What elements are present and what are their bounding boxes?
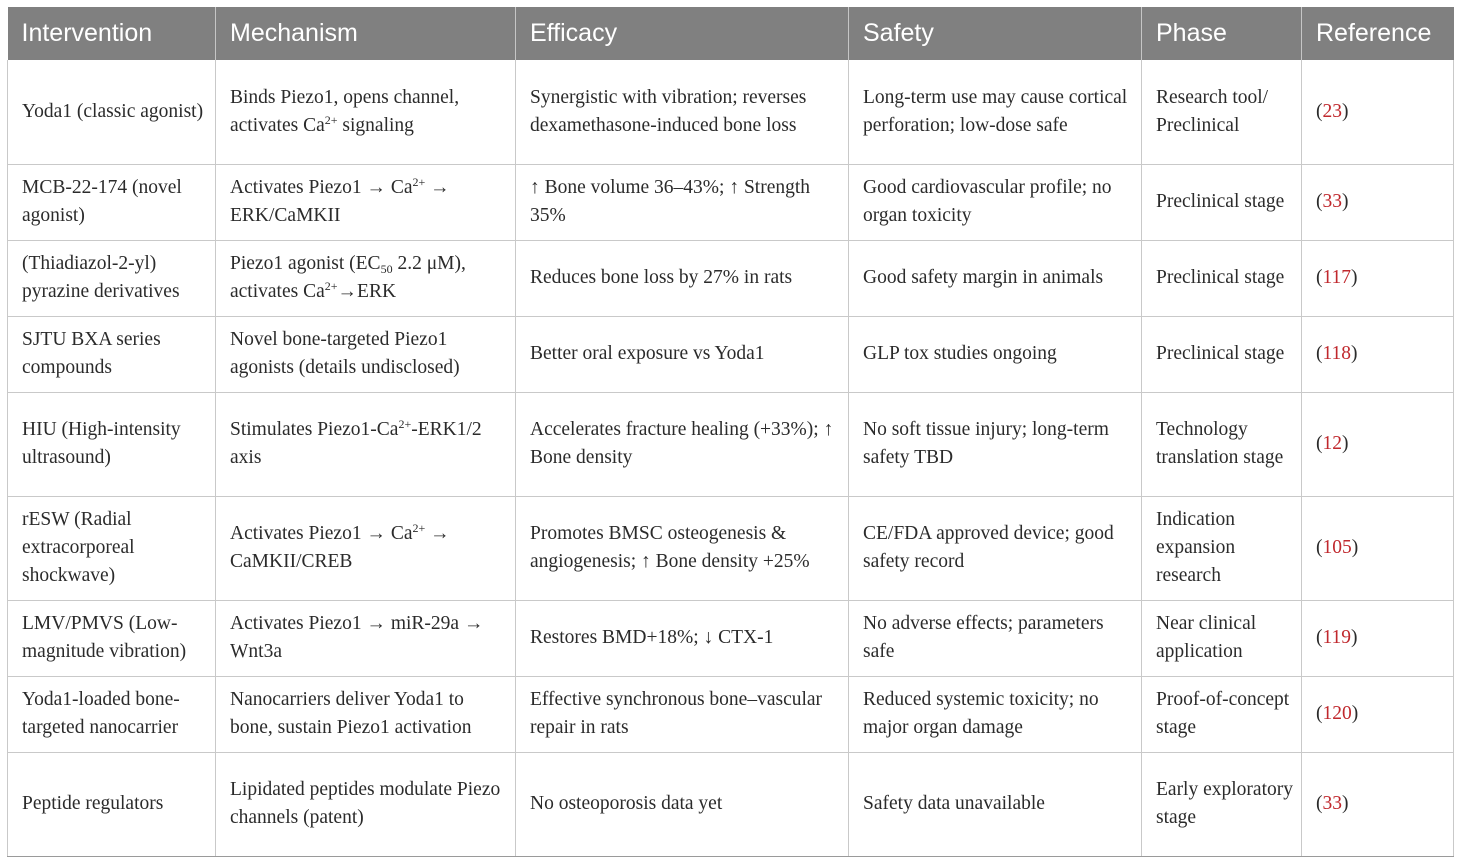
- superscript: 2+: [324, 279, 338, 293]
- mechanism-text: Lipidated peptides modulate Piezo channels (patent): [230, 779, 501, 828]
- efficacy-cell: Synergistic with vibration; reverses dexamethasone-induced bone loss: [516, 60, 849, 164]
- mechanism-text: 2.2 μM), activates Ca: [230, 253, 466, 302]
- subscript: 50: [380, 262, 393, 276]
- reference-link[interactable]: 119: [1322, 627, 1352, 648]
- intervention-cell: Yoda1 (classic agonist): [8, 60, 216, 164]
- table-row: [8, 752, 1454, 856]
- mechanism-cell: [216, 316, 516, 392]
- reference-cell: (119): [1302, 600, 1454, 676]
- reference-cell: (120): [1302, 676, 1454, 752]
- safety-cell: Reduced systemic toxicity; no major organ damage: [849, 676, 1142, 752]
- reference-link[interactable]: 33: [1322, 191, 1342, 212]
- efficacy-cell: Better oral exposure vs Yoda1: [516, 316, 849, 392]
- mechanism-cell: [216, 676, 516, 752]
- reference-cell: (105): [1302, 496, 1454, 600]
- reference-cell: (23): [1302, 60, 1454, 164]
- mechanism-text: Novel bone-targeted Piezo1 agonists (details undisclosed): [230, 329, 460, 378]
- safety-cell: GLP tox studies ongoing: [849, 316, 1142, 392]
- table-row: [8, 676, 1454, 752]
- reference-link[interactable]: 33: [1322, 793, 1342, 814]
- reference-cell: (33): [1302, 164, 1454, 240]
- mechanism-text: signaling: [337, 114, 414, 136]
- table-row: [8, 240, 1454, 316]
- safety-cell: CE/FDA approved device; good safety record: [849, 496, 1142, 600]
- table-row: [8, 600, 1454, 676]
- phase-cell: Proof-of-concept stage: [1142, 676, 1302, 752]
- efficacy-cell: Restores BMD+18%; ↓ CTX-1: [516, 600, 849, 676]
- intervention-cell: Yoda1-loaded bone-targeted nanocarrier: [8, 676, 216, 752]
- superscript: 2+: [324, 112, 338, 127]
- reference-link[interactable]: 120: [1322, 703, 1352, 724]
- efficacy-cell: Promotes BMSC osteogenesis & angiogenesis; ↑ Bone density +25%: [516, 496, 849, 600]
- table-row: [8, 392, 1454, 496]
- reference-link[interactable]: 105: [1322, 537, 1352, 558]
- mechanism-cell: [216, 164, 516, 240]
- mechanism-text: Binds Piezo1, opens channel, activates Ca: [230, 86, 460, 136]
- phase-cell: Near clinical application: [1142, 600, 1302, 676]
- phase-cell: Preclinical stage: [1142, 240, 1302, 316]
- efficacy-cell: Accelerates fracture healing (+33%); ↑ Bone density: [516, 392, 849, 496]
- mechanism-text: Piezo1 agonist (EC: [230, 253, 381, 274]
- mechanism-text: Activates Piezo1 → miR-29a → Wnt3a: [230, 613, 484, 662]
- table-row: [8, 60, 1454, 164]
- mechanism-text: Activates Piezo1 → Ca: [230, 177, 413, 198]
- intervention-cell: MCB-22-174 (novel agonist): [8, 164, 216, 240]
- table-row: [8, 164, 1454, 240]
- mechanism-cell: [216, 752, 516, 856]
- efficacy-cell: ↑ Bone volume 36–43%; ↑ Strength 35%: [516, 164, 849, 240]
- safety-cell: No soft tissue injury; long-term safety TBD: [849, 392, 1142, 496]
- phase-cell: Preclinical stage: [1142, 316, 1302, 392]
- header-efficacy: Efficacy: [516, 7, 849, 60]
- header-safety: Safety: [849, 7, 1142, 60]
- safety-cell: Safety data unavailable: [849, 752, 1142, 856]
- intervention-cell: Peptide regulators: [8, 752, 216, 856]
- reference-link[interactable]: 118: [1322, 343, 1352, 364]
- table-row: [8, 496, 1454, 600]
- header-mechanism: Mechanism: [216, 7, 516, 60]
- table-header: [8, 7, 1454, 60]
- mechanism-cell: [216, 496, 516, 600]
- reference-cell: (118): [1302, 316, 1454, 392]
- header-phase: Phase: [1142, 7, 1302, 60]
- phase-cell: Indication expansion research: [1142, 496, 1302, 600]
- header-reference: Reference: [1302, 7, 1454, 60]
- mechanism-text: →ERK: [337, 281, 397, 302]
- reference-cell: (117): [1302, 240, 1454, 316]
- mechanism-text: Activates Piezo1 → Ca: [230, 523, 413, 544]
- superscript: 2+: [412, 521, 426, 535]
- table-body: [8, 60, 1454, 856]
- reference-link[interactable]: 117: [1322, 267, 1352, 288]
- mechanism-text: -ERK1/2 axis: [230, 419, 482, 468]
- phase-cell: Technology translation stage: [1142, 392, 1302, 496]
- header-intervention: Intervention: [8, 7, 216, 60]
- phase-cell: Preclinical stage: [1142, 164, 1302, 240]
- phase-cell: Research tool/ Preclinical: [1142, 60, 1302, 164]
- reference-cell: (12): [1302, 392, 1454, 496]
- mechanism-cell: [216, 240, 516, 316]
- intervention-cell: rESW (Radial extracorporeal shockwave): [8, 496, 216, 600]
- phase-cell: Early exploratory stage: [1142, 752, 1302, 856]
- mechanism-text: → CaMKII/CREB: [230, 523, 450, 572]
- mechanism-text: Stimulates Piezo1-Ca: [230, 419, 399, 440]
- superscript: 2+: [412, 175, 426, 189]
- mechanism-text: Nanocarriers deliver Yoda1 to bone, sustain Piezo1 activation: [230, 689, 472, 738]
- mechanism-text: → ERK/CaMKII: [230, 177, 450, 226]
- header-row: [8, 7, 1454, 60]
- safety-cell: Long-term use may cause cortical perforation; low-dose safe: [849, 60, 1142, 164]
- reference-link[interactable]: 12: [1322, 433, 1342, 454]
- intervention-cell: LMV/PMVS (Low-magnitude vibration): [8, 600, 216, 676]
- safety-cell: No adverse effects; parameters safe: [849, 600, 1142, 676]
- interventions-table: [7, 7, 1454, 857]
- efficacy-cell: Effective synchronous bone–vascular repair in rats: [516, 676, 849, 752]
- reference-cell: (33): [1302, 752, 1454, 856]
- mechanism-cell: [216, 392, 516, 496]
- intervention-cell: SJTU BXA series compounds: [8, 316, 216, 392]
- reference-link[interactable]: 23: [1322, 100, 1342, 122]
- superscript: 2+: [398, 417, 412, 431]
- efficacy-cell: No osteoporosis data yet: [516, 752, 849, 856]
- efficacy-cell: Reduces bone loss by 27% in rats: [516, 240, 849, 316]
- table-row: [8, 316, 1454, 392]
- safety-cell: Good cardiovascular profile; no organ toxicity: [849, 164, 1142, 240]
- safety-cell: Good safety margin in animals: [849, 240, 1142, 316]
- mechanism-cell: [216, 600, 516, 676]
- mechanism-cell: [216, 60, 516, 164]
- intervention-cell: (Thiadiazol-2-yl) pyrazine derivatives: [8, 240, 216, 316]
- intervention-cell: HIU (High-intensity ultrasound): [8, 392, 216, 496]
